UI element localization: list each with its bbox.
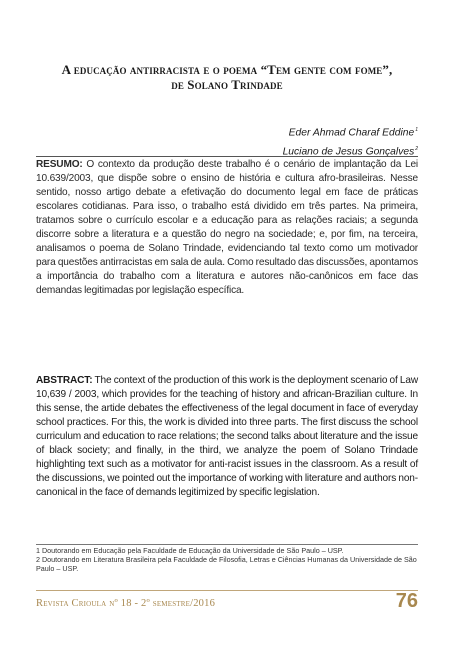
article-title-line-2: de Solano Trindade	[171, 77, 283, 92]
resumo-text: O contexto da produção deste trabalho é o cenário de implantação da Lei 10.639/2003, que dispõe sobre o ensino de história e cultura afro-brasileiras. Nesse sentido, nosso artigo debate a efetivação do documento legal em face de práticas escolares cotidianas. Para isso, o trabalho está dividido em três partes. Na primeira, tratamos sobre o currículo escolar e a educação para as relações raciais; a segunda discorre sobre a literatura e a questão do negro na sociedade; e, por fim, na terceira, analisamos o poema de Solano Trindade, evidenciando tal texto como um motivador para questões antirracistas em sala de aula. Como resultado das discussões, apontamos a importância do trabalho com a literatura e autores não-canônicos em face das demandas legitimadas por legislação específica.	[36, 159, 419, 296]
abstract-label: ABSTRACT:	[36, 375, 93, 386]
author-1-name: Eder Ahmad Charaf Eddine	[288, 127, 415, 139]
footnotes	[36, 546, 418, 573]
abstract-text: The context of the production of this work is the deployment scenario of Law 10,639 / 2003, which provides for the teaching of history and african-Brazilian culture. In this sense, the artide debates the effectiveness of the legal document in face of everyday school practices. For this, the work is divided into three parts. The first discuss the school curriculum and education to race relations; the second talks about literature and the issue of black society; and finally, in the third, we analyze the poem of Solano Trindade highlighting text such as a motivator for anti-racist issues in the classroom. As a result of the discussions, we pointed out the importance of working with literature and authors non-canonical in the face of demands legitimized by specific legislation.	[36, 375, 419, 498]
resumo-paragraph	[36, 158, 418, 298]
page-number: 76	[395, 590, 418, 612]
author-1-footnote-marker: 1	[415, 127, 418, 133]
footnote-divider	[36, 544, 418, 545]
author-2-name: Luciano de Jesus Gonçalves	[282, 146, 415, 158]
footnote-2: 2 Doutorando em Literatura Brasileira pela Faculdade de Filosofia, Letras e Ciências Humanas da Universidade de São Paulo – USP.	[36, 555, 417, 573]
journal-name: Revista Crioula nº 18 - 2º semestre/2016	[36, 598, 216, 609]
author-2-footnote-marker: 2	[415, 146, 418, 153]
abstract-paragraph	[36, 374, 418, 500]
footnote-1: 1 Doutorando em Educação pela Faculdade de Educação da Universidade de São Paulo – USP.	[36, 546, 344, 555]
header-divider	[36, 156, 418, 157]
article-title-line-1: A educação antirracista e o poema “Tem gente com fome”,	[61, 62, 393, 77]
author-1	[283, 122, 418, 141]
footer-divider	[36, 590, 418, 591]
article-title	[30, 62, 424, 92]
resumo-label: RESUMO:	[36, 159, 83, 170]
